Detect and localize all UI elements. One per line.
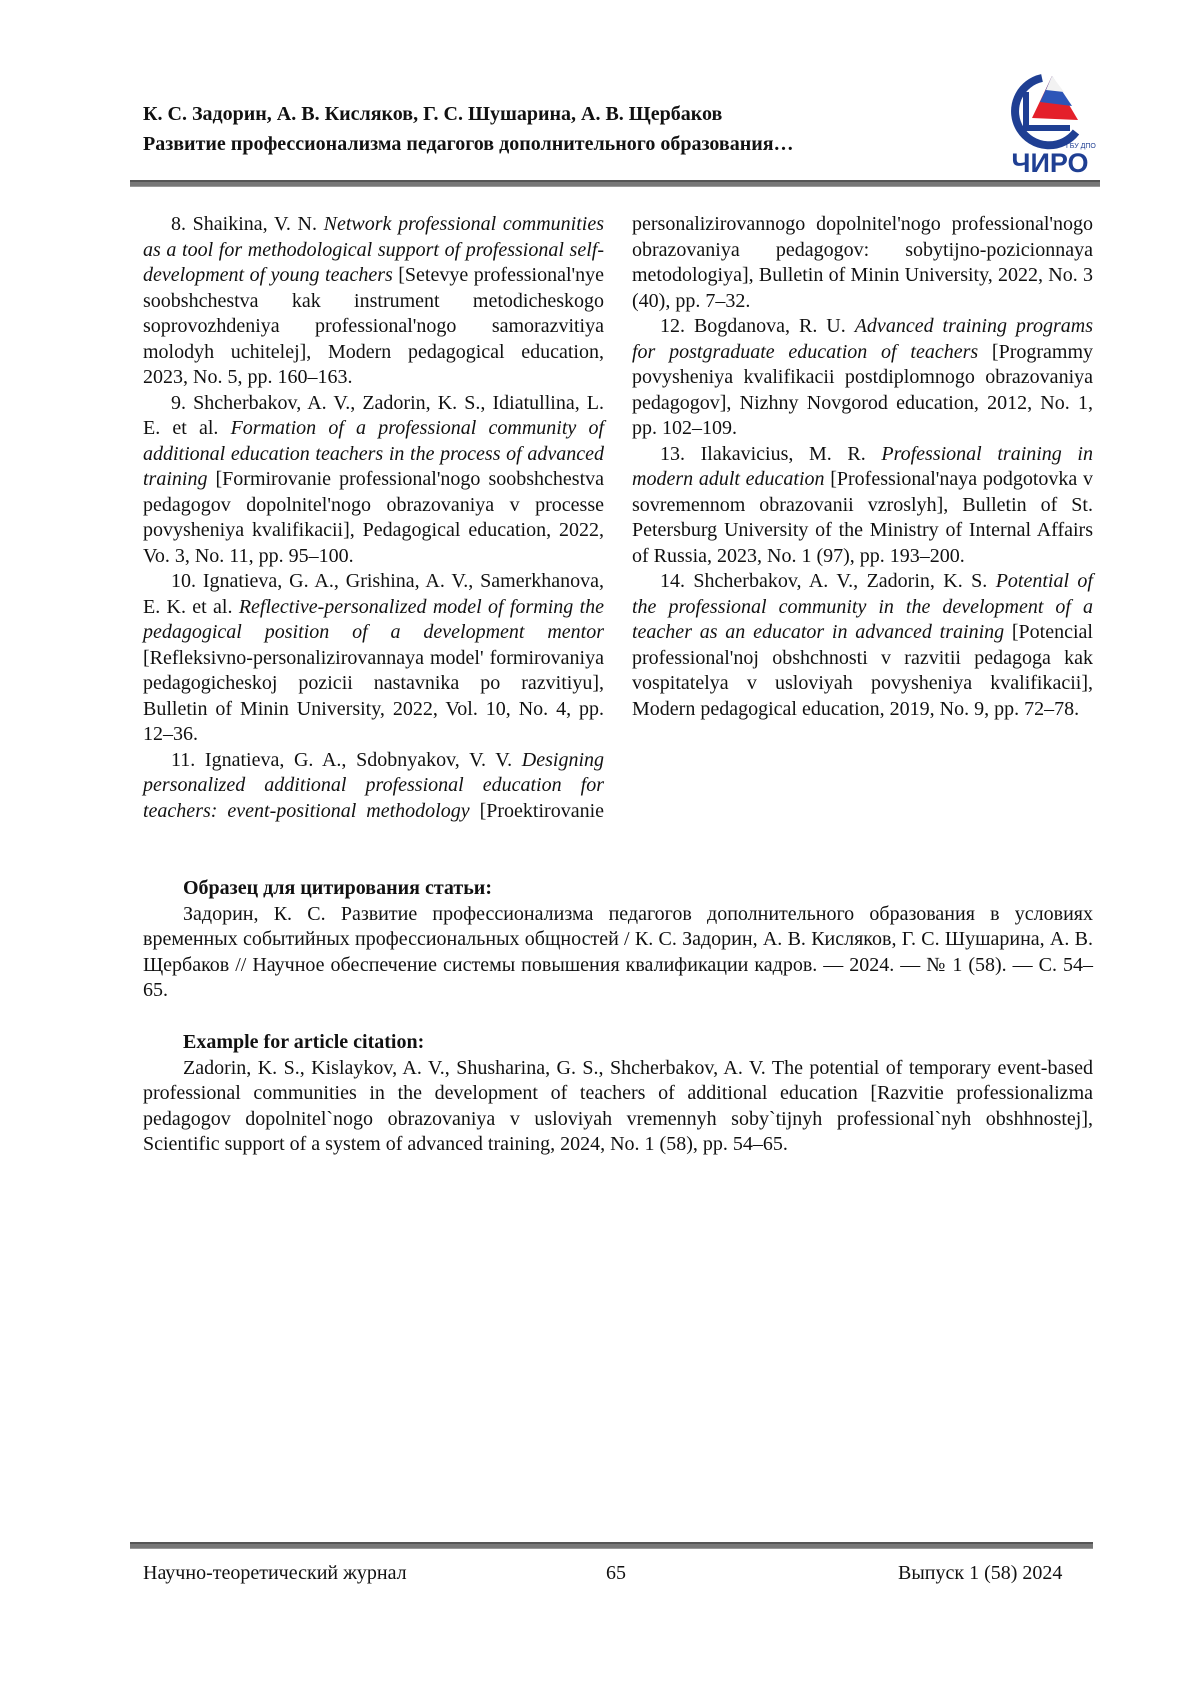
reference-rest: [Formirovanie professional'nogo soobshchestva pedagogov dopolnitel'nogo obrazovaniya v processe povysheniya kvalifikacii], Pedagogical education, 2022, Vo. 3, No. 11, pp. 95–100. [143,468,604,567]
reference-item [143,569,604,748]
reference-title: Reflective-personalized model of forming the pedagogical position of a development mentor [143,596,604,644]
reference-lead: 11. Ignatieva, G. A., Sdobnyakov, V. V. [171,749,522,771]
reference-rest: [Proektirovanie personalizirovannogo dopolnitel'nogo professional'nogo obrazovaniya pedagogov: sobytijno-pozicionnaya metodologiya], Bulletin of Minin University, 2022, No. 3 (40), pp. 7–32. [470,213,1093,822]
reference-lead: 8. Shaikina, V. N. [171,213,324,235]
citation-en-text: Zadorin, K. S., Kislaykov, A. V., Shusharina, G. S., Shcherbakov, A. V. The potential of temporary event-based professional communities in the development of teachers of additional education [Razvitie professionalizma pedagogov dopolnitel`nogo obrazovaniya v usloviyah vremennyh soby`tijnyh professional`nyh obshhnostej], Scientific support of a system of advanced training, 2024, No. 1 (58), pp. 54–65. [143,1056,1093,1158]
reference-title: Formation of a professional community of additional education teachers in the process of advanced training [143,417,604,490]
running-header [143,99,794,159]
logo-subtext: ГБУ ДПО [1066,143,1096,150]
reference-lead: 12. Bogdanova, R. U. [660,315,855,337]
reference-item [143,212,604,391]
footer-journal: Научно-теоретический журнал [143,1562,407,1585]
citation-ru-heading: Образец для цитирования статьи: [143,876,1093,902]
chiro-logo [1000,70,1100,176]
reference-rest: [Professional'naya podgotovka v sovremennom obrazovanii vzroslyh], Bulletin of St. Petersburg University of the Ministry of Internal Affairs of Russia, 2023, No. 1 (97), pp. 193–200. [632,468,1093,567]
reference-lead: 9. Shcherbakov, A. V., Zadorin, K. S., Idiatullina, L. E. et al. [143,392,604,440]
logo-text: ЧИРО [1011,148,1088,176]
reference-rest: [Refleksivno-personalizirovannaya model' formirovaniya pedagogicheskoj pozicii nastavnika po razvitiyu], Bulletin of Minin University, 2022, Vol. 10, No. 4, pp. 12–36. [143,647,604,746]
citation-ru [143,876,1093,1004]
reference-item [632,314,1093,442]
citation-en-heading: Example for article citation: [143,1030,1093,1056]
footer-issue: Выпуск 1 (58) 2024 [898,1562,1062,1585]
reference-title: Designing personalized additional professional education for teachers: event-positional methodology [143,749,604,822]
reference-rest: [Potencial professional'noj obshchnosti v razvitii pedagoga kak vospitatelya v usloviyah povysheniya kvalifikacii], Modern pedagogical education, 2019, No. 9, pp. 72–78. [632,621,1093,720]
reference-rest: [Setevye professional'nye soobshchestva kak instrument metodicheskogo soprovozhdeniya professional'nogo samorazvitiya molodyh uchitelej], Modern pedagogical education, 2023, No. 5, pp. 160–163. [143,264,604,388]
reference-title: Network professional communities as a tool for methodological support of professional self-development of young teachers [143,213,604,286]
reference-title: Potential of the professional community in the development of a teacher as an educator in advanced training [632,570,1093,643]
reference-item [632,569,1093,722]
footer-divider [130,1542,1093,1549]
citation-en [143,1030,1093,1158]
reference-lead: 14. Shcherbakov, A. V., Zadorin, K. S. [660,570,996,592]
reference-title: Professional training in modern adult education [632,443,1093,491]
reference-list [143,212,1093,827]
reference-lead: 13. Ilakavicius, M. R. [660,443,881,465]
header-divider [130,180,1100,187]
reference-rest: [Programmy povysheniya kvalifikacii postdiplomnogo obrazovaniya pedagogov], Nizhny Novgorod education, 2012, No. 1, pp. 102–109. [632,341,1093,440]
reference-title: Advanced training programs for postgraduate education of teachers [632,315,1093,363]
reference-lead: 10. Ignatieva, G. A., Grishina, A. V., Samerkhanova, E. K. et al. [143,570,604,618]
citation-ru-text: Задорин, К. С. Развитие профессионализма педагогов дополнительного образования в условиях временных событийных профессиональных общностей / К. С. Задорин, А. В. Кисляков, Г. С. Шушарина, А. В. Щербаков // Научное обеспечение системы повышения квалификации кадров. — 2024. — № 1 (58). — С. 54–65. [143,902,1093,1004]
reference-item [143,391,604,570]
header-authors: К. С. Задорин, А. В. Кисляков, Г. С. Шушарина, А. В. Щербаков [143,99,794,129]
page-number: 65 [606,1562,626,1585]
header-title: Развитие профессионализма педагогов дополнительного образования… [143,129,794,159]
reference-item [632,442,1093,570]
chiro-logo-icon [1000,70,1100,176]
